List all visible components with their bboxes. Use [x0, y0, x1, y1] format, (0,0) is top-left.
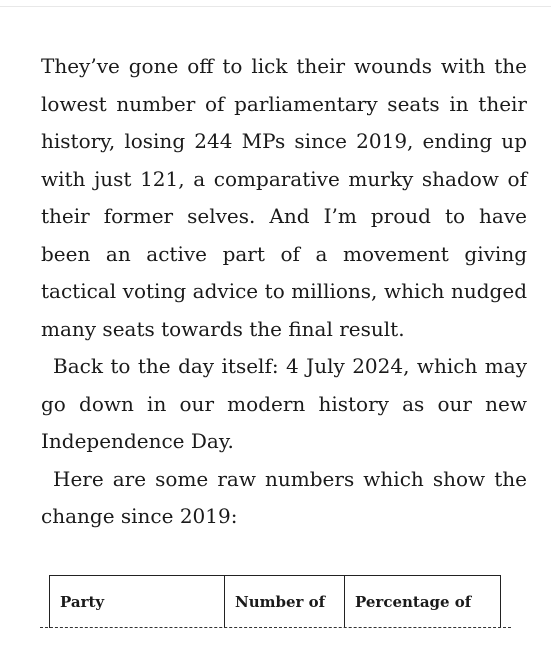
table-header-row — [50, 576, 501, 629]
paragraph-2: Back to the day itself: 4 July 2024, which may go down in our modern history as our new Independence Day. — [41, 354, 527, 453]
results-table-container — [49, 575, 503, 628]
column-header-percentage: Percentage of — [345, 576, 501, 629]
page-break-dashed-line — [40, 627, 511, 628]
results-table — [49, 575, 501, 628]
reading-pane[interactable] — [41, 48, 527, 536]
column-header-party: Party — [50, 576, 225, 629]
paragraph-3: Here are some raw numbers which show the change since 2019: — [41, 466, 527, 528]
column-header-number: Number of — [225, 576, 345, 629]
top-divider — [0, 6, 551, 7]
paragraph-1: They’ve gone off to lick their wounds with the lowest number of parliamentary seats in their history, losing 244 MPs since 2019, ending up with just 121, a comparative murky shadow of their former selves. And I’m proud to have been an active part of a movement giving tactical voting advice to millions, which nudged many seats towards the final result. — [41, 54, 527, 341]
